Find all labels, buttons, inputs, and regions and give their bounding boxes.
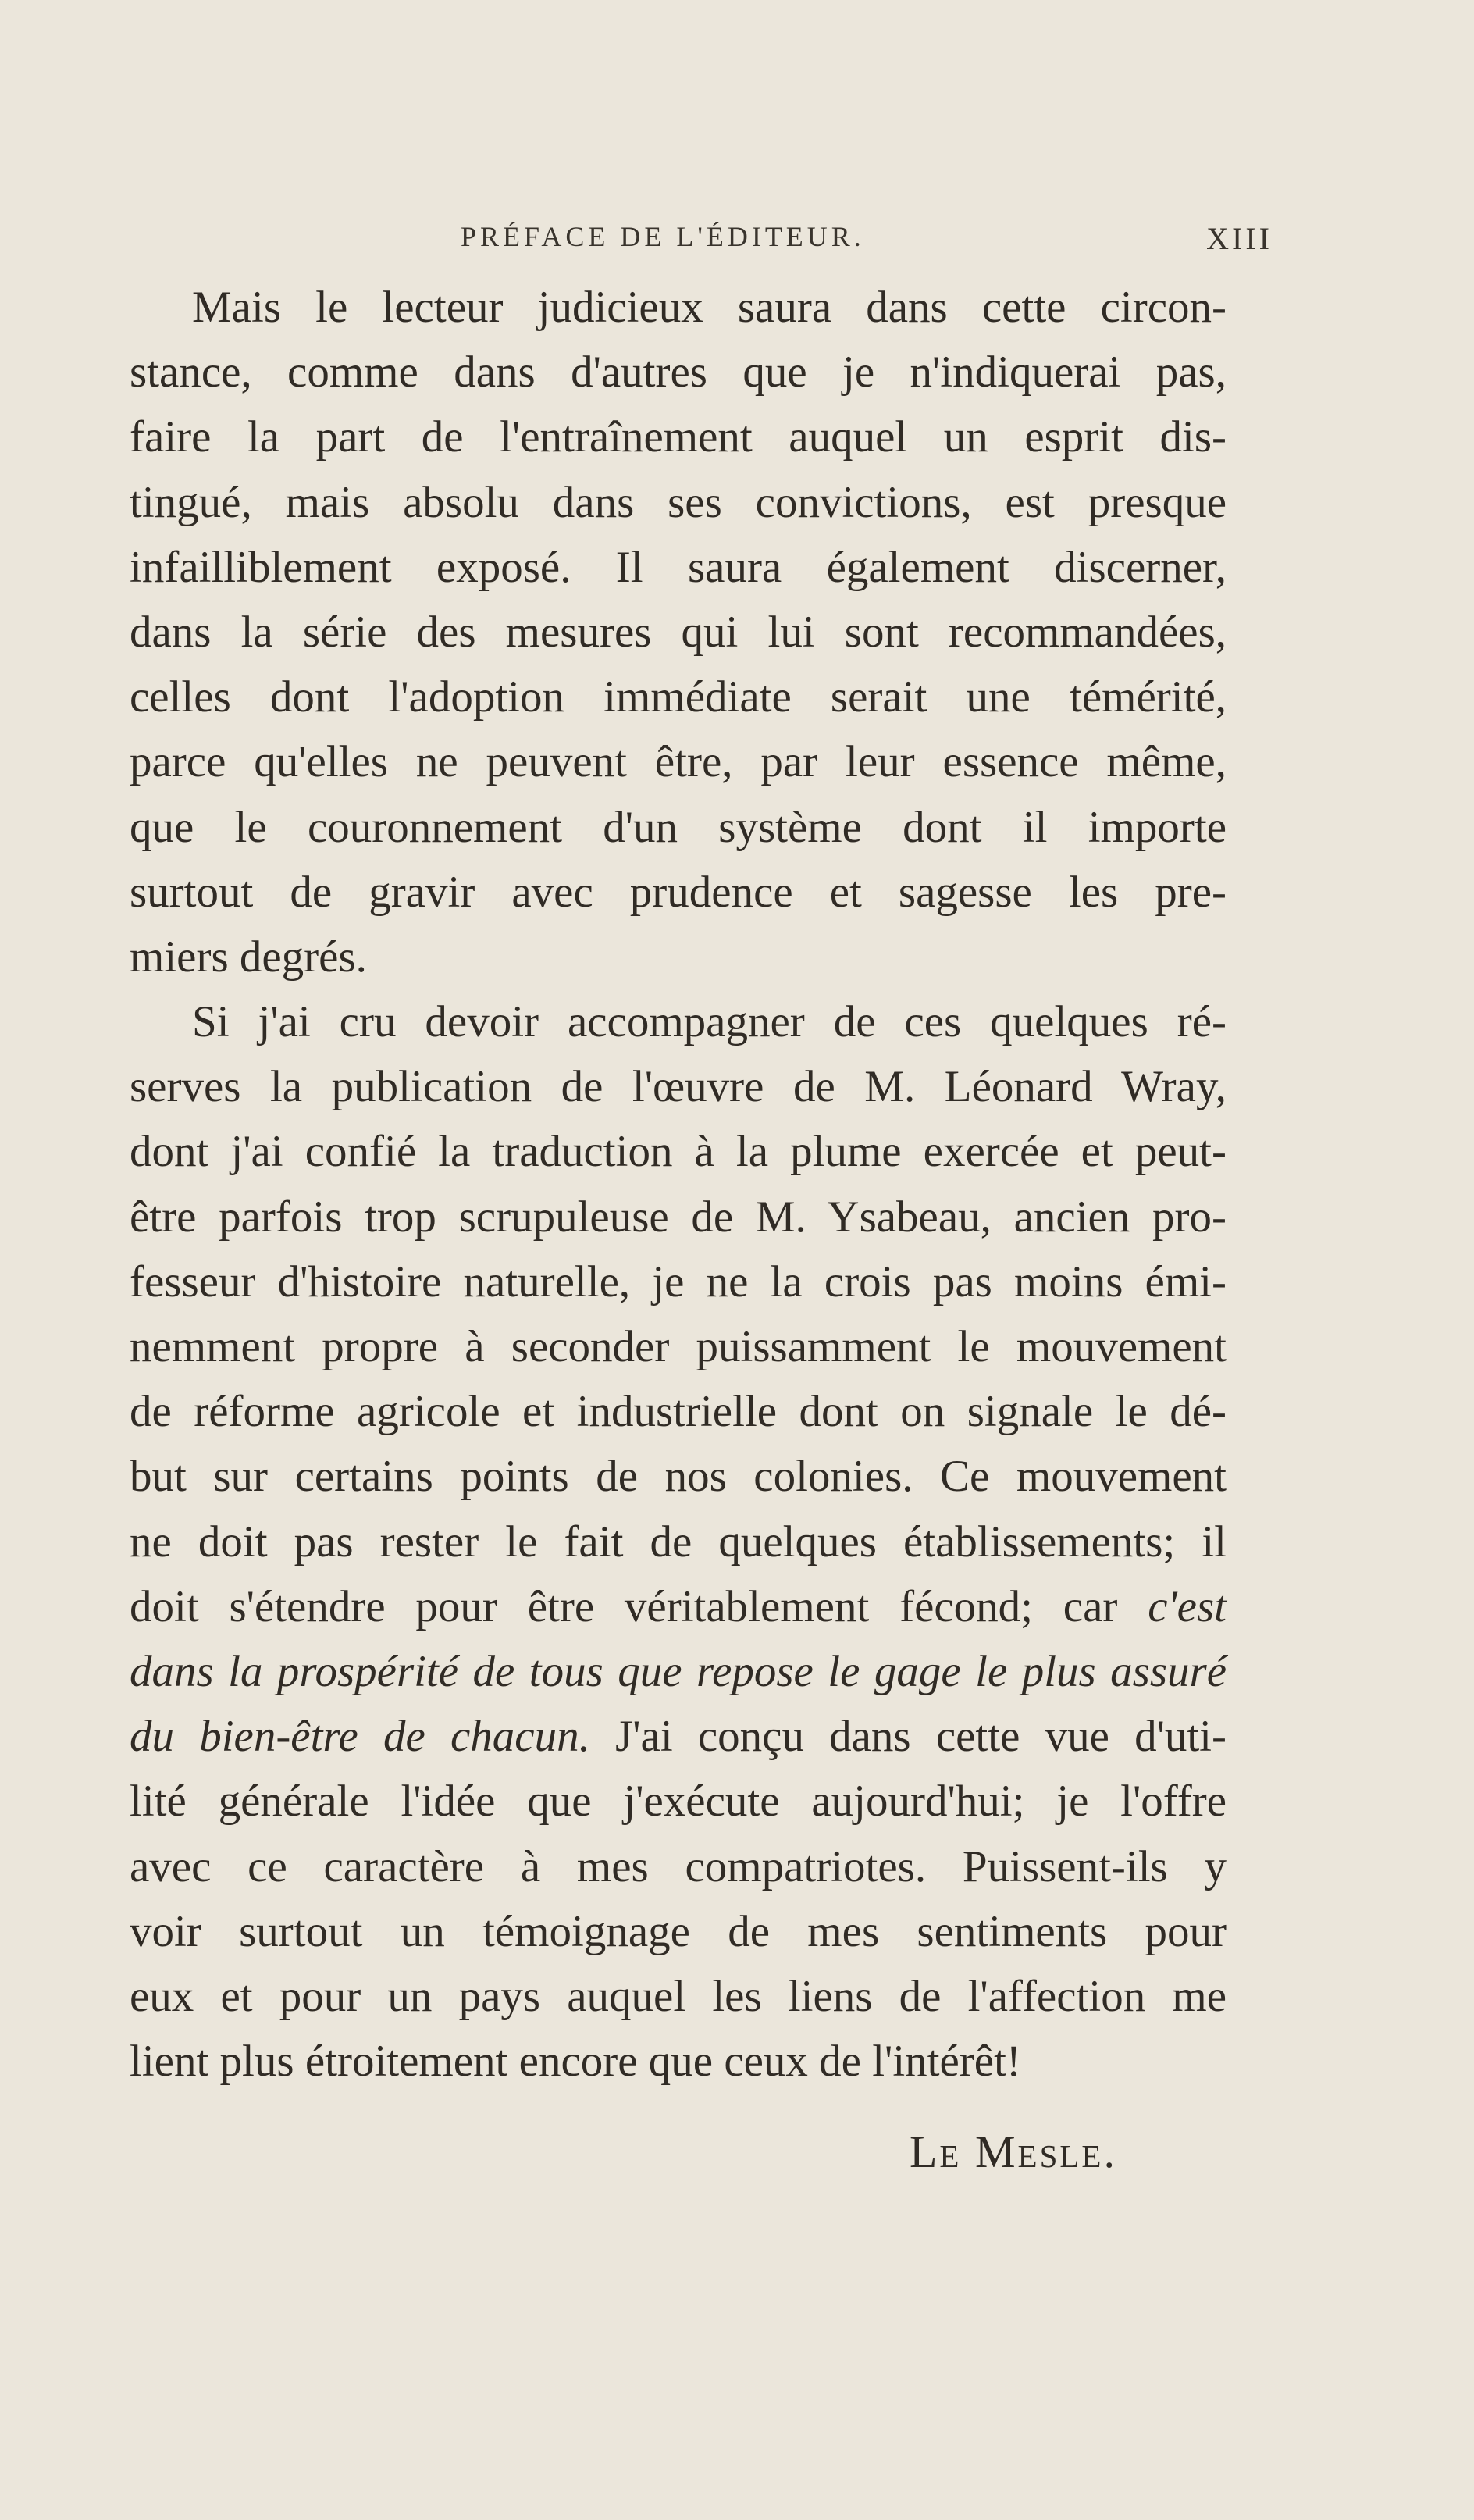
text-line: infailliblement exposé. Il saura également discerner, — [130, 542, 1227, 592]
text-segment: J'ai conçu dans cette vue d'uti- — [615, 1712, 1227, 1762]
text-line: dans la série des mesures qui lui sont recommandées, — [130, 607, 1227, 657]
body-text — [130, 275, 1227, 2094]
text-line: nemment propre à seconder puissamment le mouvement — [130, 1322, 1227, 1371]
text-line: de réforme agricole et industrielle dont on signale le dé- — [130, 1387, 1227, 1437]
text-line: être parfois trop scrupuleuse de M. Ysabeau, ancien pro- — [130, 1192, 1227, 1242]
running-title: PRÉFACE DE L'ÉDITEUR. — [461, 221, 865, 252]
text-line: que le couronnement d'un système dont il importe — [130, 802, 1227, 852]
text-line: surtout de gravir avec prudence et sagesse les pre- — [130, 867, 1227, 917]
text-line: voir surtout un témoignage de mes sentiments pour — [130, 1906, 1227, 1956]
text-line: celles dont l'adoption immédiate serait une témérité, — [130, 672, 1227, 722]
text-line: ne doit pas rester le fait de quelques établissements; il — [130, 1517, 1227, 1567]
text-line: tingué, mais absolu dans ses convictions, est presque — [130, 477, 1227, 527]
text-line: dont j'ai confié la traduction à la plume exercée et peut- — [130, 1127, 1227, 1177]
text-line: miers degrés. — [130, 932, 367, 982]
text-line: but sur certains points de nos colonies. Ce mouvement — [130, 1452, 1227, 1502]
text-line: stance, comme dans d'autres que je n'indiquerai pas, — [130, 348, 1227, 397]
text-segment: doit s'étendre pour être véritablement fécond; car — [130, 1581, 1118, 1631]
text-line — [130, 1639, 1227, 1704]
text-line — [130, 1704, 1227, 1769]
text-line: Si j'ai cru devoir accompagner de ces quelques ré- — [192, 997, 1227, 1047]
italic-segment: dans la prospérité de tous que repose le gage le plus assuré — [130, 1646, 1227, 1696]
text-line: eux et pour un pays auquel les liens de l'affection me — [130, 1971, 1227, 2021]
signature: Le Mesle. — [910, 2126, 1117, 2177]
text-line: fesseur d'histoire naturelle, je ne la crois pas moins émi- — [130, 1256, 1227, 1306]
running-head — [461, 220, 1273, 267]
text-line: serves la publication de l'œuvre de M. Léonard Wray, — [130, 1062, 1227, 1112]
text-line: avec ce caractère à mes compatriotes. Puissent-ils y — [130, 1841, 1227, 1891]
italic-segment: c'est — [1148, 1581, 1227, 1631]
text-line — [130, 1574, 1227, 1639]
text-line: lient plus étroitement encore que ceux de l'intérêt! — [130, 2037, 1021, 2087]
text-line: faire la part de l'entraînement auquel un esprit dis- — [130, 412, 1227, 462]
page-number: XIII — [1206, 221, 1273, 256]
italic-segment: du bien-être de chacun. — [130, 1712, 590, 1762]
text-line: lité générale l'idée que j'exécute aujourd'hui; je l'offre — [130, 1777, 1227, 1827]
text-line: parce qu'elles ne peuvent être, par leur essence même, — [130, 737, 1227, 787]
text-line: Mais le lecteur judicieux saura dans cette circon- — [192, 283, 1227, 332]
